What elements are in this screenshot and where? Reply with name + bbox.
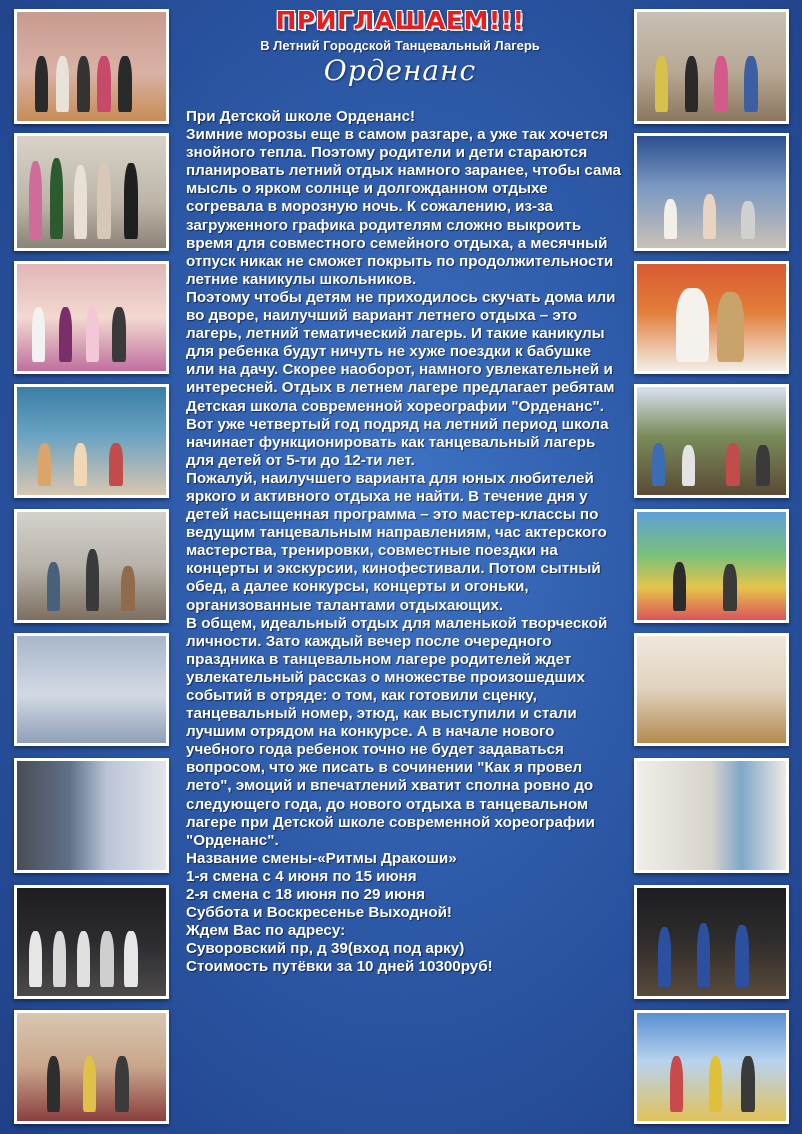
photo-empty-studio — [14, 633, 169, 746]
photo-lounge-room — [14, 758, 169, 873]
paragraph: В общем, идеальный отдых для маленькой творческой личности. Зато каждый вечер после очередного праздника в танцевальном лагере родителей ждет увлекательный рассказ о множестве произошедших событий в отряде: о том, как готовили сценку, танцевальный номер, этюд, как выступили и стали лучшим отрядом на конкурсе. А в начале нового учебного года ребенок точно не будет задаваться вопросом, что же писать в сочинении "Как я провел лето", эмоций и впечатлений хватит сполна ровно до следующего года, до нового отдыха в танцевальном лагере при Детской школе современной хореографии "Орденанс". — [186, 614, 608, 849]
page-title: ПРИГЛАШАЕМ!!! — [275, 6, 525, 35]
photo-dance-floor — [634, 133, 789, 251]
paragraph-intro: При Детской школе Орденанс! — [186, 108, 416, 125]
photo-party-hall — [14, 261, 169, 374]
photo-kids-table — [14, 384, 169, 498]
photo-kids-performance — [14, 885, 169, 999]
paragraph: Пожалуй, наилучшего варианта для юных любителей яркого и активного отдыха не найти. В течение дня у детей насыщенная программа – это мастер-классы по ведущим танцевальным направлениям, час актерского мастерства, тренировки, совместные поездки на концерты и экскурсии, кинофестивали. Потом сытный обед, а далее конкурсы, концерты и огоньки, организованные талантами отдыхающих. — [186, 469, 607, 614]
photo-play-room — [634, 509, 789, 623]
photo-costume-pair — [634, 261, 789, 374]
photo-bathroom — [634, 758, 789, 873]
address-label: Ждем Вас по адресу: — [186, 922, 346, 940]
flyer-header — [180, 6, 620, 87]
photo-outdoor-group — [634, 384, 789, 498]
photo-dining-hall — [14, 509, 169, 623]
price: Стоимость путёвки за 10 дней 10300руб! — [186, 958, 493, 976]
photo-girls-costumes — [14, 133, 169, 251]
shift-1-dates: 1-я смена с 4 июня по 15 июня — [186, 867, 417, 885]
shift-2-dates: 2-я смена с 18 июня по 29 июня — [186, 886, 426, 904]
paragraph: Зимние морозы еще в самом разгаре, а уже так хочется знойного тепла. Поэтому родители и дети стараются планировать летний отдых намного заранее, чтобы сама мысль о ярком солнце и долгожданном отдыхе согревала в морозную ночь. К сожалению, из-за загруженного графика родителям сложно выкроить время для совместного семейного отдыха, а месячный отпуск никак не сможет покрыть по продолжительности летние каникулы школьников. — [186, 126, 621, 288]
weekend-note: Суббота и Воскресенье Выходной! — [186, 904, 452, 922]
main-text — [186, 108, 622, 977]
photo-wood-floor-hall — [634, 633, 789, 746]
photo-gym-class — [634, 9, 789, 124]
photo-dragon-show — [14, 1010, 169, 1124]
photo-kids-hats — [634, 885, 789, 999]
photo-mural-kids — [634, 1010, 789, 1124]
school-logo-text: Орденанс — [323, 54, 477, 87]
shift-name: Название смены-«Ритмы Дракоши» — [186, 849, 457, 867]
address: Суворовский пр, д 39(вход под арку) — [186, 940, 465, 958]
paragraph: Поэтому чтобы детям не приходилось скучать дома или во дворе, наилучший вариант летнего отдыха – это лагерь, летний тематический лагерь. И такие каникулы для ребенка будут ничуть не хуже поездки к бабушке или на дачу. Скорее наоборот, намного увлекательней и интересней. Отдых в летнем лагере предлагает ребятам Детская школа современной хореографии "Орденанс". Вот уже четвертый год подряд на летний период школа начинает функционировать как танцевальный лагерь для детей от 5-ти до 12-ти лет. — [186, 288, 616, 469]
photo-dance-class — [14, 9, 169, 124]
subtitle: В Летний Городской Танцевальный Лагерь — [260, 38, 540, 53]
